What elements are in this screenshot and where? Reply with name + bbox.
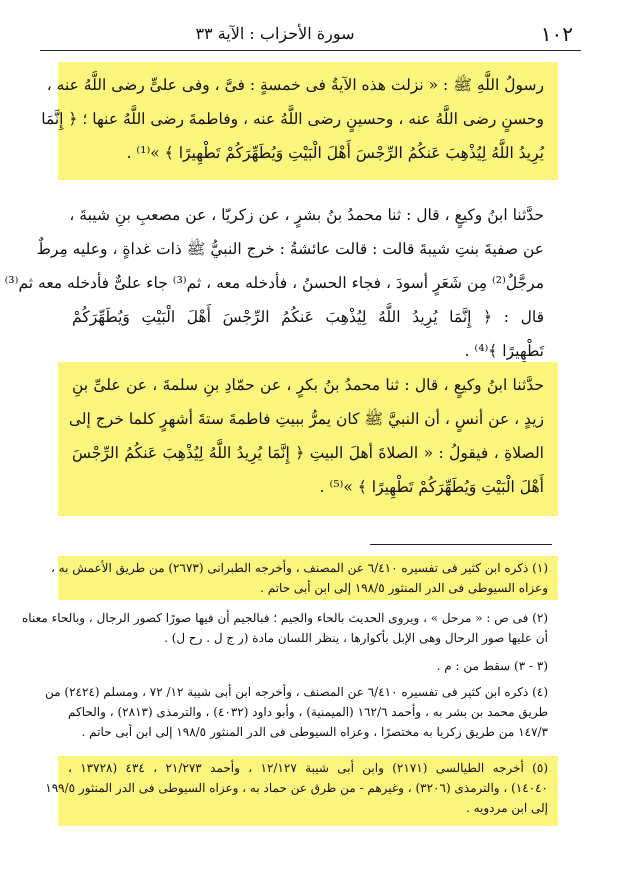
footnote-line: ١٤٠٤٠) ، والترمذى (٣٢٠٦) ، وغيرهم - من طرق عن حماد به ، وعزاه السيوطى فى الدر المنثور ١٩٩/٥ [45,781,548,795]
text-line: تَطْهِيرًا ﴾⁽⁴⁾ . [464,342,544,360]
header-rule [40,50,581,51]
page-number: ١٠٢ [540,22,573,46]
text-line: قال : ﴿ إِنَّمَا يُرِيدُ اللَّهُ لِيُذْهِبَ عَنكُمُ الرِّجْسَ أَهْلَ الْبَيْتِ وَيُطَهِّرَكُمْ [72,308,544,326]
footnote-2 [22,606,558,650]
text-line: عن صفيةَ بنتِ شيبةَ قالت : قالت عائشةُ : خرج النبيُّ ﷺ ذات غداةٍ ، وعليه مِرطٌ [36,240,544,258]
footnote-line: إلى ابن مردويه . [465,801,548,815]
footnote-1 [50,556,558,600]
footnote-line: طريق محمد بن بشر به ، وأحمد ١٦٢/٦ (الميمنية) ، وأبو داود (٤٠٣٢) ، والترمذى (٢٨١٣) ، والحاكم [68,705,548,719]
text-line: وحسنٍ رضى اللَّهُ عنه ، وحسينٍ رضى اللَّهُ عنه ، وفاطمةَ رضى اللَّهُ عنها ؛ ﴿ إِنَّمَا [41,110,544,128]
text-line: حدَّثنا ابنُ وكيعٍ ، قال : ثنا محمدُ بنُ بشرٍ ، عن زكريّا ، عن مصعبِ بنِ شيبةَ ، [69,206,544,224]
text-line: يُرِيدُ اللَّهُ لِيُذْهِبَ عَنكُمُ الرِّجْسَ أَهْلَ الْبَيْتِ وَيُطَهِّرَكُمْ تَطْهِيرًا ﴾ »⁽¹⁾ . [126,144,544,162]
running-title: سورة الأحزاب : الآية ٣٣ [195,24,355,43]
footnote-line: (٥) أخرجه الطيالسى (٢١٧١) وابن أبى شيبة ١٢/١٢٧ ، وأحمد ٢١/٢٧٣ ، ٤٣٤ (١٣٧٢٨ ، [68,761,548,775]
text-line: زيدٍ ، عن أنسٍ ، أن النبيَّ ﷺ كان يمرُّ ببيتِ فاطمةَ ستةَ أشهرٍ كلما خرج إلى [68,410,544,428]
highlighted-paragraph-1 [41,62,558,180]
footnote-3 [58,654,558,678]
footnote-line: (٤) ذكره ابن كثير فى تفسيره ٦/٤١٠ عن المصنف ، وأخرجه ابن أبى شيبة ١٢/ ٧٢ ، ومسلم (٢٤٢٤) من [45,685,548,699]
footnote-line: أن عليها صور الرحال وهى الإبل بأكوارها ، ينظر اللسان مادة (ر ج ل . رح ل) . [164,631,548,645]
footnote-4 [45,680,558,756]
highlighted-paragraph-3 [58,362,558,516]
footnote-5 [45,756,558,826]
text-line: حدَّثنا ابنُ وكيعٍ ، قال : ثنا محمدُ بنُ بكرٍ ، عن حمّادِ بنِ سلمةَ ، عن علىِّ بنِ [72,376,544,394]
page-header [40,22,581,44]
footnote-separator [370,544,552,545]
text-line: رسولُ اللَّهِ ﷺ : « نزلت هذه الآيةُ فى خمسةٍ : فىَّ ، وفى علىٍّ رضى اللَّهُ عنه ، [46,76,544,94]
text-line: أَهْلَ الْبَيْتِ وَيُطَهِّرَكُمْ تَطْهِيرًا ﴾ »⁽⁵⁾ . [319,478,544,496]
paragraph-2 [4,192,558,362]
footnote-line: (٣ - ٣) سقط من : م . [436,659,548,673]
text-line: الصلاةِ ، فيقولُ : « الصلاةَ أهلَ البيتِ ﴿ إِنَّمَا يُرِيدُ اللَّهُ لِيُذْهِبَ عَنكُمُ الرِّجْسَ [72,444,544,462]
footnote-line: وعزاه السيوطى فى الدر المنثور ١٩٨/٥ إلى ابن أبى حاتم . [260,581,548,595]
footnote-line: (١) ذكره ابن كثير فى تفسيره ٦/٤١٠ عن المصنف ، وأخرجه الطبرانى (٢٦٧٣) من طريق الأعمش به ، [50,561,548,575]
text-line: مرجَّلٌ⁽²⁾ مِن شَعَرٍ أسودَ ، فجاء الحسنُ ، فأدخله معه ، ثم⁽³⁾ جاء علىٌّ فأدخله معه ثم⁽³⁾ [4,274,544,292]
footnote-line: ١٤٧/٣ من طريق زكريا به مختصرًا ، وعزاه السيوطى فى الدر المنثور ١٩٨/٥ إلى ابن أبى حاتم . [81,725,548,739]
footnote-line: (٢) فى ص : « مرحل » ، ويروى الحديث بالحاء والجيم ؛ فبالجيم أن فيها صورًا كصور الرجال ، وبالحاء معناه [22,611,548,625]
